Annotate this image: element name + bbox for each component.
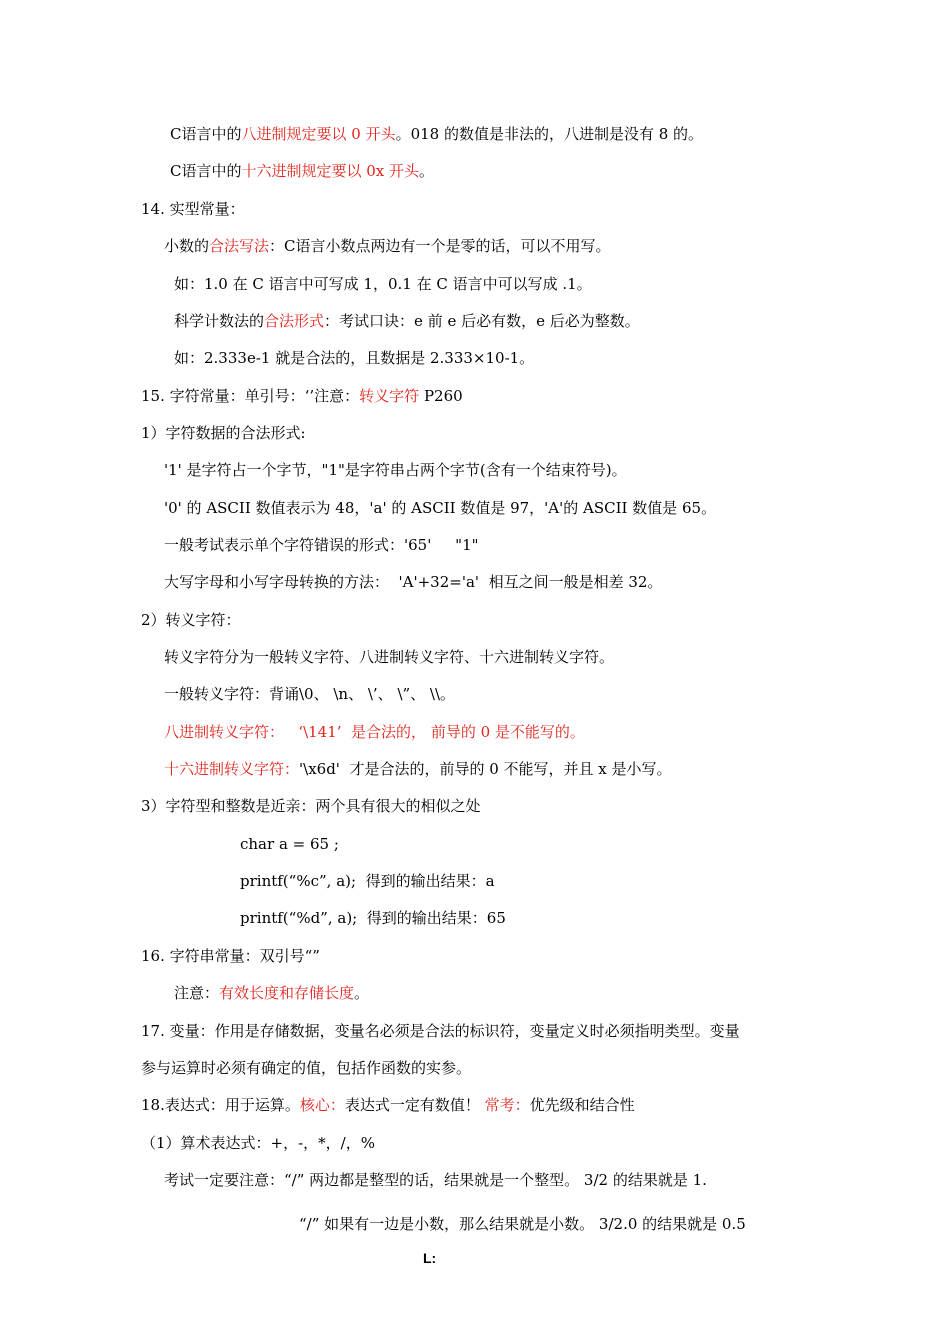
code-line-1: char a = 65 ; — [240, 835, 339, 853]
subheading-2: 2）转义字符： — [141, 611, 241, 629]
division-int-line: 考试一定要注意：“/” 两边都是整型的话，结果就是一个整型。 3/2 的结果就是 1. — [164, 1171, 707, 1189]
hex-rule-line: C语言中的十六进制规定要以 0x 开头。 — [170, 162, 435, 180]
variable-line-2: 参与运算时必须有确定的值，包括作函数的实参。 — [141, 1059, 472, 1077]
decimal-example-line: 如：1.0 在 C 语言中可写成 1，0.1 在 C 语言中可以写成 .1。 — [174, 275, 592, 293]
octal-rule-line: C语言中的八进制规定要以 0 开头。018 的数值是非法的，八进制是没有 8 的。 — [170, 125, 704, 143]
ascii-line: '0' 的 ASCII 数值表示为 48，'a' 的 ASCII 数值是 97，'A'的 ASCII 数值是 65。 — [164, 499, 717, 517]
case-convert-line: 大写字母和小写字母转换的方法： 'A'+32='a' 相互之间一般是相差 32。 — [164, 573, 663, 591]
octal-escape-line: 八进制转义字符： ‘\141’ 是合法的， 前导的 0 是不能写的。 — [164, 723, 585, 741]
decimal-rule-line: 小数的合法写法：C语言小数点两边有一个是零的话，可以不用写。 — [164, 237, 611, 255]
heading-14: 14. 实型常量： — [141, 200, 245, 218]
general-escape-line: 一般转义字符：背诵\0、 \n、 \’、 \”、 \\。 — [164, 685, 456, 703]
subheading-1: 1）字符数据的合法形式: — [141, 424, 306, 442]
code-line-2: printf(“%c”, a); 得到的输出结果：a — [240, 872, 495, 890]
char-error-line: 一般考试表示单个字符错误的形式：'65' "1" — [164, 536, 479, 554]
arith-subheading: （1）算术表达式：+，-，*，/，% — [141, 1134, 375, 1152]
heading-18: 18.表达式：用于运算。核心：表达式一定有数值！ 常考：优先级和结合性 — [141, 1096, 635, 1114]
heading-17: 17. 变量：作用是存储数据，变量名必须是合法的标识符，变量定义时必须指明类型。变量 — [141, 1022, 740, 1040]
hex-escape-line: 十六进制转义字符：'\x6d' 才是合法的，前导的 0 不能写，并且 x 是小写。 — [164, 760, 672, 778]
scientific-rule-line: 科学计数法的合法形式：考试口诀：e 前 e 后必有数，e 后必为整数。 — [174, 312, 640, 330]
escape-kinds-line: 转义字符分为一般转义字符、八进制转义字符、十六进制转义字符。 — [164, 648, 615, 666]
division-float-line: “/” 如果有一边是小数，那么结果就是小数。 3/2.0 的结果就是 0.5 — [299, 1215, 746, 1233]
char-bytes-line: '1' 是字符占一个字节，"1"是字符串占两个字节(含有一个结束符号)。 — [164, 461, 627, 479]
string-note-line: 注意：有效长度和存储长度。 — [174, 984, 370, 1002]
page-number: L: — [423, 1250, 437, 1266]
scientific-example-line: 如：2.333e-1 就是合法的，且数据是 2.333×10-1。 — [174, 349, 535, 367]
heading-15: 15. 字符常量：单引号：‘’注意：转义字符 P260 — [141, 387, 463, 405]
code-line-3: printf(“%d”, a); 得到的输出结果：65 — [240, 909, 506, 927]
subheading-3: 3）字符型和整数是近亲：两个具有很大的相似之处 — [141, 797, 481, 815]
heading-16: 16. 字符串常量：双引号“” — [141, 947, 320, 965]
